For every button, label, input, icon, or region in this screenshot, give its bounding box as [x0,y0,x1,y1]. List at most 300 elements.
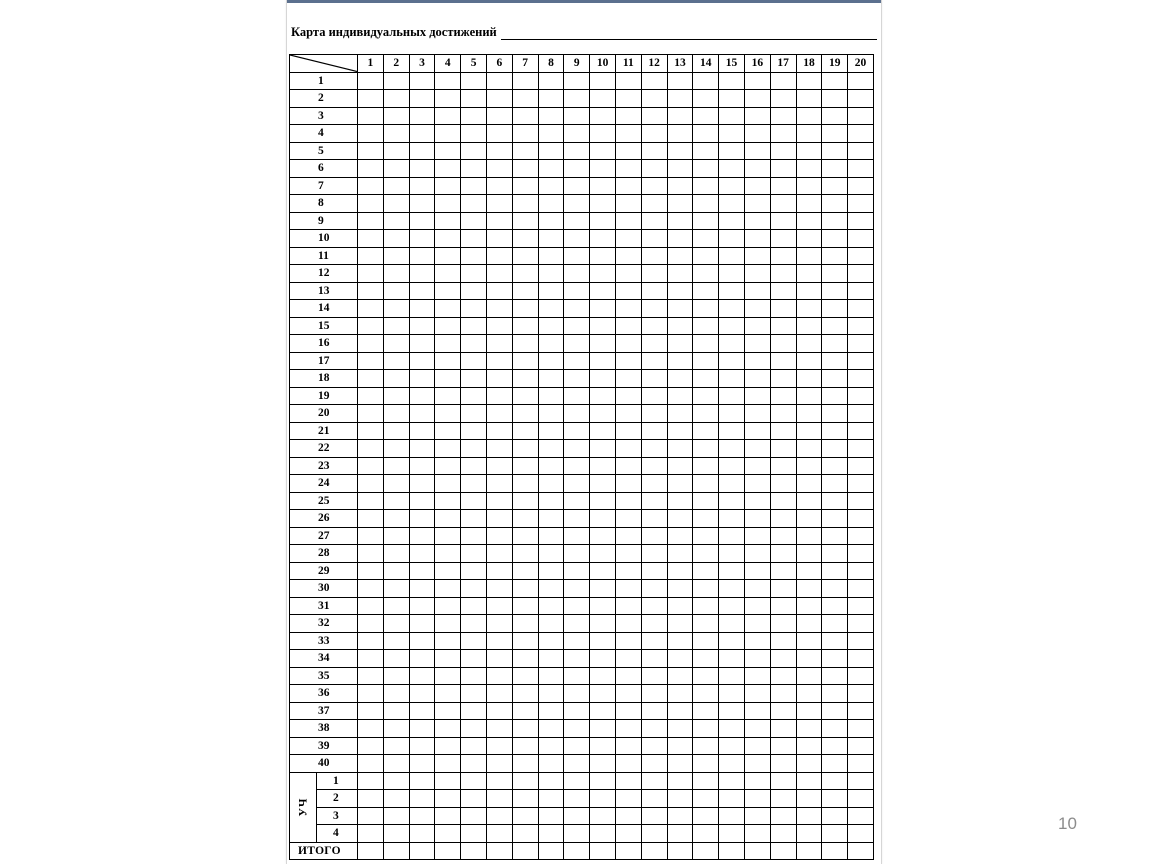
table-cell[interactable] [538,335,564,353]
table-cell[interactable] [409,720,435,738]
table-cell[interactable] [822,317,848,335]
table-cell[interactable] [822,282,848,300]
table-cell[interactable] [796,422,822,440]
table-cell[interactable] [693,160,719,178]
table-cell[interactable] [667,807,693,825]
table-cell[interactable] [435,545,461,563]
table-cell[interactable] [719,510,745,528]
table-cell[interactable] [590,370,616,388]
table-cell[interactable] [461,335,487,353]
table-cell[interactable] [512,300,538,318]
table-cell[interactable] [796,282,822,300]
table-cell[interactable] [848,527,874,545]
table-cell[interactable] [667,720,693,738]
table-cell[interactable] [590,195,616,213]
table-cell[interactable] [409,370,435,388]
table-cell[interactable] [667,142,693,160]
table-cell[interactable] [590,265,616,283]
table-cell[interactable] [512,807,538,825]
table-cell[interactable] [719,405,745,423]
table-cell[interactable] [461,702,487,720]
table-cell[interactable] [564,405,590,423]
table-cell[interactable] [848,545,874,563]
table-cell[interactable] [461,230,487,248]
table-cell[interactable] [744,510,770,528]
table-cell[interactable] [383,125,409,143]
table-cell[interactable] [358,650,384,668]
table-cell[interactable] [461,247,487,265]
table-cell[interactable] [486,370,512,388]
table-cell[interactable] [641,597,667,615]
table-cell[interactable] [486,300,512,318]
table-cell[interactable] [538,352,564,370]
table-cell[interactable] [693,370,719,388]
table-cell[interactable] [719,247,745,265]
table-cell[interactable] [848,265,874,283]
table-cell[interactable] [409,667,435,685]
table-cell[interactable] [461,265,487,283]
table-cell[interactable] [461,300,487,318]
table-cell[interactable] [435,492,461,510]
table-cell[interactable] [409,772,435,790]
table-cell[interactable] [383,685,409,703]
table-cell[interactable] [770,230,796,248]
table-cell[interactable] [719,72,745,90]
table-cell[interactable] [409,387,435,405]
table-cell[interactable] [615,562,641,580]
table-cell[interactable] [564,737,590,755]
table-cell[interactable] [435,685,461,703]
table-cell[interactable] [796,737,822,755]
table-cell[interactable] [538,685,564,703]
table-cell[interactable] [409,405,435,423]
table-cell[interactable] [409,685,435,703]
table-cell[interactable] [615,300,641,318]
table-cell[interactable] [461,510,487,528]
table-cell[interactable] [822,230,848,248]
table-cell[interactable] [641,755,667,773]
table-cell[interactable] [435,247,461,265]
table-cell[interactable] [667,475,693,493]
table-cell[interactable] [564,440,590,458]
table-cell[interactable] [744,615,770,633]
table-cell[interactable] [693,72,719,90]
table-cell[interactable] [848,825,874,843]
table-cell[interactable] [512,702,538,720]
table-cell[interactable] [822,247,848,265]
table-cell[interactable] [615,492,641,510]
table-cell[interactable] [770,387,796,405]
table-cell[interactable] [744,72,770,90]
table-cell[interactable] [770,90,796,108]
table-cell[interactable] [358,615,384,633]
table-cell[interactable] [461,772,487,790]
table-cell[interactable] [615,177,641,195]
table-cell[interactable] [848,842,874,860]
table-cell[interactable] [744,195,770,213]
table-cell[interactable] [770,632,796,650]
table-cell[interactable] [590,702,616,720]
table-cell[interactable] [615,387,641,405]
table-cell[interactable] [590,790,616,808]
table-cell[interactable] [564,107,590,125]
table-cell[interactable] [641,300,667,318]
table-cell[interactable] [796,317,822,335]
table-cell[interactable] [358,510,384,528]
table-cell[interactable] [796,125,822,143]
table-cell[interactable] [486,475,512,493]
table-cell[interactable] [486,545,512,563]
table-cell[interactable] [512,90,538,108]
table-cell[interactable] [770,580,796,598]
table-cell[interactable] [822,790,848,808]
table-cell[interactable] [693,720,719,738]
table-cell[interactable] [796,335,822,353]
table-cell[interactable] [641,335,667,353]
table-cell[interactable] [435,405,461,423]
table-cell[interactable] [590,562,616,580]
table-cell[interactable] [822,422,848,440]
table-cell[interactable] [590,160,616,178]
table-cell[interactable] [358,772,384,790]
table-cell[interactable] [822,650,848,668]
table-cell[interactable] [667,405,693,423]
table-cell[interactable] [358,632,384,650]
table-cell[interactable] [796,597,822,615]
table-cell[interactable] [461,107,487,125]
table-cell[interactable] [744,475,770,493]
table-cell[interactable] [383,335,409,353]
table-cell[interactable] [409,702,435,720]
table-cell[interactable] [796,212,822,230]
table-cell[interactable] [538,667,564,685]
table-cell[interactable] [358,422,384,440]
table-cell[interactable] [641,842,667,860]
table-cell[interactable] [615,90,641,108]
table-cell[interactable] [615,737,641,755]
table-cell[interactable] [770,737,796,755]
table-cell[interactable] [512,650,538,668]
table-cell[interactable] [383,527,409,545]
table-cell[interactable] [744,107,770,125]
table-cell[interactable] [590,615,616,633]
table-cell[interactable] [770,615,796,633]
table-cell[interactable] [641,475,667,493]
table-cell[interactable] [590,510,616,528]
table-cell[interactable] [615,580,641,598]
table-cell[interactable] [848,597,874,615]
table-cell[interactable] [615,807,641,825]
table-cell[interactable] [435,580,461,598]
table-cell[interactable] [770,842,796,860]
table-cell[interactable] [409,422,435,440]
table-cell[interactable] [615,475,641,493]
table-cell[interactable] [770,265,796,283]
table-cell[interactable] [615,370,641,388]
table-cell[interactable] [383,370,409,388]
table-cell[interactable] [512,772,538,790]
table-cell[interactable] [822,492,848,510]
table-cell[interactable] [770,195,796,213]
table-cell[interactable] [564,632,590,650]
table-cell[interactable] [590,422,616,440]
table-cell[interactable] [461,160,487,178]
table-cell[interactable] [848,772,874,790]
table-cell[interactable] [409,615,435,633]
table-cell[interactable] [538,107,564,125]
table-cell[interactable] [848,142,874,160]
table-cell[interactable] [667,72,693,90]
table-cell[interactable] [641,405,667,423]
table-cell[interactable] [822,772,848,790]
table-cell[interactable] [615,160,641,178]
table-cell[interactable] [383,142,409,160]
table-cell[interactable] [358,597,384,615]
table-cell[interactable] [512,790,538,808]
table-cell[interactable] [822,807,848,825]
table-cell[interactable] [538,580,564,598]
table-cell[interactable] [383,562,409,580]
table-cell[interactable] [667,685,693,703]
table-cell[interactable] [512,510,538,528]
table-cell[interactable] [435,527,461,545]
table-cell[interactable] [512,440,538,458]
table-cell[interactable] [486,317,512,335]
table-cell[interactable] [486,422,512,440]
table-cell[interactable] [435,317,461,335]
table-cell[interactable] [512,125,538,143]
table-cell[interactable] [461,737,487,755]
table-cell[interactable] [848,405,874,423]
table-cell[interactable] [358,440,384,458]
table-cell[interactable] [383,842,409,860]
table-cell[interactable] [796,440,822,458]
table-cell[interactable] [486,825,512,843]
table-cell[interactable] [848,475,874,493]
table-cell[interactable] [796,90,822,108]
table-cell[interactable] [667,212,693,230]
table-cell[interactable] [641,265,667,283]
table-cell[interactable] [848,685,874,703]
table-cell[interactable] [409,825,435,843]
table-cell[interactable] [615,597,641,615]
table-cell[interactable] [719,685,745,703]
table-cell[interactable] [564,685,590,703]
table-cell[interactable] [667,107,693,125]
table-cell[interactable] [719,667,745,685]
table-cell[interactable] [486,457,512,475]
table-cell[interactable] [796,842,822,860]
table-cell[interactable] [358,90,384,108]
table-cell[interactable] [461,527,487,545]
table-cell[interactable] [848,632,874,650]
table-cell[interactable] [770,177,796,195]
table-cell[interactable] [796,300,822,318]
table-cell[interactable] [615,195,641,213]
table-cell[interactable] [615,265,641,283]
table-cell[interactable] [590,90,616,108]
table-cell[interactable] [358,387,384,405]
table-cell[interactable] [512,457,538,475]
table-cell[interactable] [564,387,590,405]
table-cell[interactable] [538,737,564,755]
table-cell[interactable] [615,632,641,650]
table-cell[interactable] [848,807,874,825]
table-cell[interactable] [564,195,590,213]
table-cell[interactable] [461,825,487,843]
table-cell[interactable] [744,125,770,143]
table-cell[interactable] [615,282,641,300]
table-cell[interactable] [822,702,848,720]
table-cell[interactable] [667,247,693,265]
table-cell[interactable] [435,212,461,230]
table-cell[interactable] [383,632,409,650]
table-cell[interactable] [435,825,461,843]
table-cell[interactable] [590,142,616,160]
table-cell[interactable] [796,580,822,598]
table-cell[interactable] [796,72,822,90]
table-cell[interactable] [615,212,641,230]
table-cell[interactable] [538,282,564,300]
table-cell[interactable] [383,247,409,265]
table-cell[interactable] [564,667,590,685]
table-cell[interactable] [667,545,693,563]
table-cell[interactable] [667,842,693,860]
table-cell[interactable] [461,405,487,423]
table-cell[interactable] [719,335,745,353]
table-cell[interactable] [512,230,538,248]
table-cell[interactable] [822,405,848,423]
table-cell[interactable] [693,317,719,335]
table-cell[interactable] [486,492,512,510]
table-cell[interactable] [358,352,384,370]
table-cell[interactable] [409,492,435,510]
table-cell[interactable] [564,720,590,738]
table-cell[interactable] [564,597,590,615]
table-cell[interactable] [383,317,409,335]
table-cell[interactable] [486,195,512,213]
table-cell[interactable] [744,90,770,108]
table-cell[interactable] [383,265,409,283]
table-cell[interactable] [719,615,745,633]
table-cell[interactable] [383,737,409,755]
table-cell[interactable] [641,807,667,825]
table-cell[interactable] [641,125,667,143]
table-cell[interactable] [796,475,822,493]
table-cell[interactable] [461,615,487,633]
table-cell[interactable] [796,720,822,738]
table-cell[interactable] [719,265,745,283]
table-cell[interactable] [383,492,409,510]
table-cell[interactable] [564,142,590,160]
table-cell[interactable] [667,265,693,283]
table-cell[interactable] [615,842,641,860]
table-cell[interactable] [512,492,538,510]
table-cell[interactable] [693,492,719,510]
table-cell[interactable] [538,387,564,405]
table-cell[interactable] [615,142,641,160]
table-cell[interactable] [719,755,745,773]
table-cell[interactable] [693,142,719,160]
table-cell[interactable] [796,615,822,633]
table-cell[interactable] [409,562,435,580]
table-cell[interactable] [693,195,719,213]
table-cell[interactable] [435,632,461,650]
table-cell[interactable] [641,387,667,405]
table-cell[interactable] [512,352,538,370]
table-cell[interactable] [564,545,590,563]
table-cell[interactable] [693,650,719,668]
table-cell[interactable] [538,142,564,160]
table-cell[interactable] [848,790,874,808]
table-cell[interactable] [693,527,719,545]
table-cell[interactable] [693,90,719,108]
table-cell[interactable] [615,790,641,808]
table-cell[interactable] [409,142,435,160]
table-cell[interactable] [848,230,874,248]
table-cell[interactable] [538,842,564,860]
table-cell[interactable] [796,107,822,125]
table-cell[interactable] [564,335,590,353]
table-cell[interactable] [641,107,667,125]
table-cell[interactable] [848,72,874,90]
table-cell[interactable] [615,125,641,143]
table-cell[interactable] [590,667,616,685]
table-cell[interactable] [744,527,770,545]
table-cell[interactable] [822,387,848,405]
table-cell[interactable] [770,212,796,230]
table-cell[interactable] [512,317,538,335]
table-cell[interactable] [796,247,822,265]
table-cell[interactable] [641,492,667,510]
table-cell[interactable] [564,492,590,510]
table-cell[interactable] [744,825,770,843]
table-cell[interactable] [719,807,745,825]
table-cell[interactable] [796,685,822,703]
table-cell[interactable] [590,737,616,755]
table-cell[interactable] [641,212,667,230]
table-cell[interactable] [667,650,693,668]
table-cell[interactable] [590,405,616,423]
table-cell[interactable] [744,545,770,563]
table-cell[interactable] [512,545,538,563]
table-cell[interactable] [486,142,512,160]
table-cell[interactable] [848,300,874,318]
table-cell[interactable] [719,475,745,493]
table-cell[interactable] [590,107,616,125]
table-cell[interactable] [435,772,461,790]
table-cell[interactable] [822,125,848,143]
table-cell[interactable] [409,265,435,283]
table-cell[interactable] [641,230,667,248]
table-cell[interactable] [409,510,435,528]
table-cell[interactable] [822,440,848,458]
table-cell[interactable] [770,562,796,580]
table-cell[interactable] [358,125,384,143]
table-cell[interactable] [538,370,564,388]
table-cell[interactable] [641,440,667,458]
table-cell[interactable] [590,842,616,860]
table-cell[interactable] [848,90,874,108]
table-cell[interactable] [693,107,719,125]
table-cell[interactable] [848,107,874,125]
table-cell[interactable] [822,300,848,318]
table-cell[interactable] [461,650,487,668]
table-cell[interactable] [641,177,667,195]
table-cell[interactable] [693,352,719,370]
table-cell[interactable] [615,247,641,265]
table-cell[interactable] [590,755,616,773]
